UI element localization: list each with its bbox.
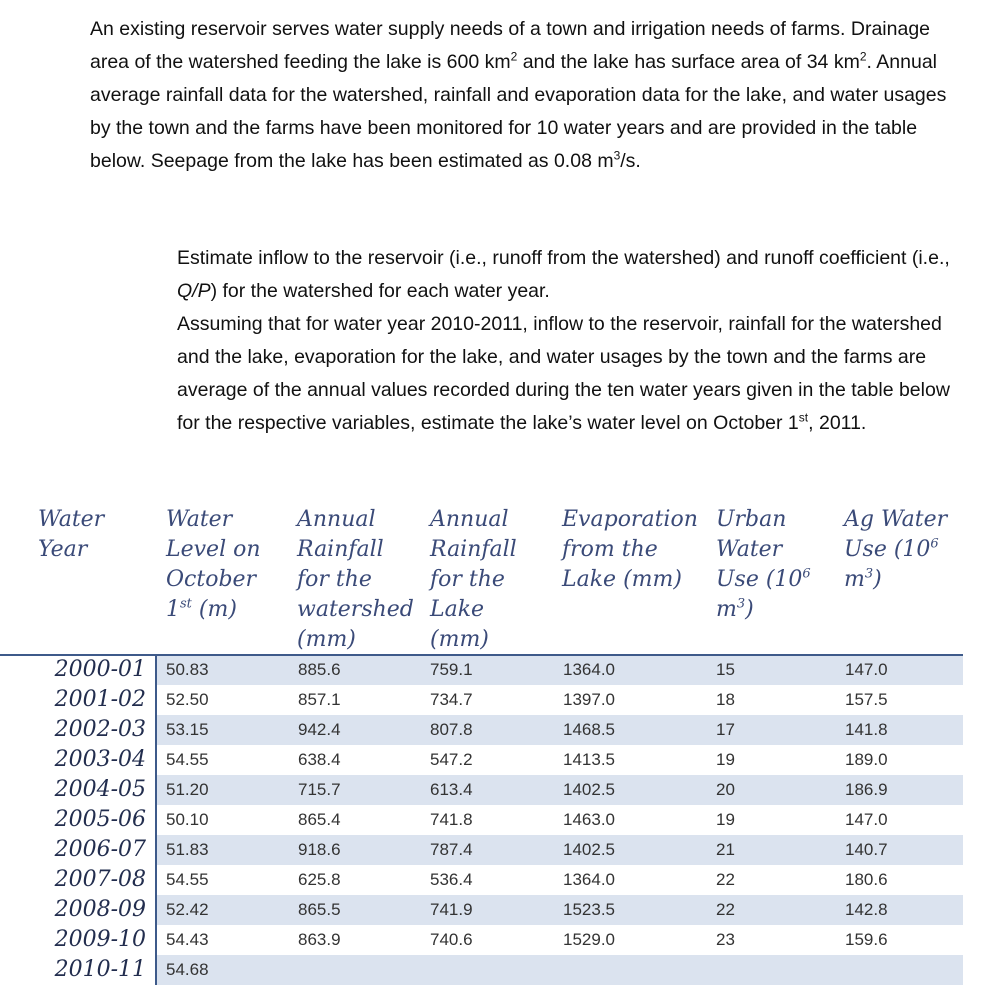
cell-rain-lake: 734.7	[430, 690, 473, 709]
header-line: Rainfall	[430, 537, 517, 562]
cell-water-year: 2008-09	[54, 897, 146, 922]
problem-intro	[90, 13, 960, 178]
cell-rain-lake: 740.6	[430, 930, 473, 949]
header-ag-use	[844, 505, 947, 595]
header-line: $m^3$)	[716, 596, 754, 622]
cell-ag: 189.0	[845, 750, 888, 769]
cell-level: 54.43	[166, 930, 209, 949]
cell-rain-lake: 807.8	[430, 720, 473, 739]
task-2-text: Assuming that for water year 2010-2011, inflow to the reservoir, rainfall for the watershed and the lake, evaporation for the lake, and water usages by the town and the farms are average of the annual values recorded during the ten water years given in the table below for the respective variables, estimate the lake’s water level on October 1	[177, 313, 950, 434]
table-row	[0, 925, 1000, 955]
intro-text-4: /s.	[620, 150, 641, 172]
cell-water-year: 2007-08	[54, 867, 146, 892]
row-background	[155, 805, 963, 835]
header-line: Water	[716, 537, 783, 562]
superscript: 2	[859, 49, 867, 64]
row-background	[155, 925, 963, 955]
row-background	[155, 835, 963, 865]
cell-urban: 20	[716, 780, 735, 799]
cell-level: 54.68	[166, 960, 209, 979]
cell-rain-ws: 865.4	[298, 810, 341, 829]
cell-evap: 1413.5	[563, 750, 615, 769]
table-row	[0, 655, 1000, 685]
header-rainfall-watershed	[297, 505, 414, 655]
cell-evap: 1364.0	[563, 870, 615, 889]
cell-rain-lake: 741.8	[430, 810, 473, 829]
header-line: Year	[38, 537, 88, 562]
row-background	[155, 865, 963, 895]
header-line: Water	[166, 507, 233, 532]
row-background	[155, 775, 963, 805]
header-rule	[0, 654, 963, 656]
cell-evap: 1402.5	[563, 840, 615, 859]
task-1-text: Estimate inflow to the reservoir (i.e., runoff from the watershed) and runoff coefficient (i.e.,	[177, 247, 950, 269]
cell-rain-lake: 787.4	[430, 840, 473, 859]
cell-rain-lake: 547.2	[430, 750, 473, 769]
cell-level: 50.83	[166, 660, 209, 679]
header-line: Water	[38, 507, 105, 532]
cell-rain-lake: 613.4	[430, 780, 473, 799]
header-line: Annual	[430, 507, 509, 532]
cell-urban: 23	[716, 930, 735, 949]
year-column-rule	[155, 655, 157, 985]
table-row	[0, 835, 1000, 865]
cell-level: 52.50	[166, 690, 209, 709]
row-background	[155, 685, 963, 715]
cell-urban: 19	[716, 810, 735, 829]
header-line: $m^3$)	[844, 566, 882, 592]
cell-water-year: 2006-07	[54, 837, 146, 862]
header-line: Rainfall	[297, 537, 384, 562]
cell-water-year: 2000-01	[54, 657, 146, 682]
header-line: Ag Water	[844, 507, 948, 532]
cell-rain-lake: 536.4	[430, 870, 473, 889]
superscript: st	[798, 410, 809, 425]
table-row	[0, 955, 1000, 985]
data-table	[0, 505, 1000, 1004]
cell-ag: 159.6	[845, 930, 888, 949]
intro-text-3: . Annual average rainfall data for the watershed, rainfall and evaporation data for the lake, and water usages by the town and the farms have been monitored for 10 water years and are provided in the table below. Seepage from the lake has been estimated as 0.08 m	[90, 51, 947, 172]
header-line: Use ($10^6$	[844, 536, 939, 562]
intro-text-1: An existing reservoir serves water supply needs of a town and irrigation needs of farms. Drainage area of the watershed feeding the lake is 600 km	[90, 18, 931, 73]
table-row	[0, 895, 1000, 925]
cell-water-year: 2001-02	[54, 687, 146, 712]
cell-rain-ws: 942.4	[298, 720, 341, 739]
cell-evap: 1463.0	[563, 810, 615, 829]
cell-ag: 147.0	[845, 810, 888, 829]
cell-evap: 1397.0	[563, 690, 615, 709]
cell-water-year: 2002-03	[54, 717, 146, 742]
cell-evap: 1523.5	[563, 900, 615, 919]
cell-level: 50.10	[166, 810, 209, 829]
intro-text-2: and the lake has surface area of 34 km	[517, 51, 860, 73]
cell-urban: 22	[716, 870, 735, 889]
row-background	[155, 655, 963, 685]
header-evaporation	[562, 505, 698, 595]
header-line: Evaporation	[562, 507, 698, 532]
cell-ag: 157.5	[845, 690, 888, 709]
cell-rain-ws: 857.1	[298, 690, 341, 709]
row-background	[155, 895, 963, 925]
cell-rain-ws: 863.9	[298, 930, 341, 949]
task-2-text-end: , 2011.	[808, 412, 867, 434]
cell-rain-lake: 759.1	[430, 660, 473, 679]
cell-water-year: 2003-04	[54, 747, 146, 772]
cell-rain-ws: 918.6	[298, 840, 341, 859]
header-line: Level on	[166, 537, 261, 562]
cell-ag: 186.9	[845, 780, 888, 799]
superscript: 3	[613, 148, 621, 163]
cell-rain-ws: 865.5	[298, 900, 341, 919]
header-line: for the	[430, 567, 505, 592]
cell-level: 51.20	[166, 780, 209, 799]
cell-water-year: 2005-06	[54, 807, 146, 832]
cell-ag: 140.7	[845, 840, 888, 859]
row-background	[155, 715, 963, 745]
cell-urban: 18	[716, 690, 735, 709]
header-line: 1st (m)	[166, 596, 237, 622]
cell-level: 53.15	[166, 720, 209, 739]
task-2	[177, 308, 967, 440]
header-urban-use	[716, 505, 811, 625]
cell-rain-ws: 885.6	[298, 660, 341, 679]
cell-ag: 180.6	[845, 870, 888, 889]
row-background	[155, 745, 963, 775]
cell-urban: 15	[716, 660, 735, 679]
cell-evap: 1364.0	[563, 660, 615, 679]
task-list	[177, 242, 967, 440]
header-line: (mm)	[430, 627, 489, 652]
header-line: Lake (mm)	[562, 567, 682, 592]
task-1	[177, 242, 967, 308]
header-rainfall-lake	[430, 505, 517, 655]
superscript: 2	[510, 49, 518, 64]
cell-evap: 1468.5	[563, 720, 615, 739]
cell-evap: 1529.0	[563, 930, 615, 949]
header-water-level	[166, 505, 261, 625]
cell-water-year: 2010-11	[54, 957, 146, 982]
cell-level: 54.55	[166, 750, 209, 769]
table-row	[0, 745, 1000, 775]
cell-rain-ws: 625.8	[298, 870, 341, 889]
cell-level: 51.83	[166, 840, 209, 859]
header-line: for the	[297, 567, 372, 592]
cell-level: 54.55	[166, 870, 209, 889]
row-background	[155, 955, 963, 985]
cell-level: 52.42	[166, 900, 209, 919]
cell-water-year: 2004-05	[54, 777, 146, 802]
header-line: Annual	[297, 507, 376, 532]
header-line: (mm)	[297, 627, 356, 652]
table-row	[0, 805, 1000, 835]
header-line: from the	[562, 537, 658, 562]
q-over-p: Q/P	[177, 280, 211, 302]
task-1-text-end: ) for the watershed for each water year.	[210, 280, 550, 302]
cell-urban: 17	[716, 720, 735, 739]
cell-rain-lake: 741.9	[430, 900, 473, 919]
cell-urban: 19	[716, 750, 735, 769]
table-row	[0, 715, 1000, 745]
cell-evap: 1402.5	[563, 780, 615, 799]
cell-ag: 141.8	[845, 720, 888, 739]
header-line: Use ($10^6$	[716, 566, 811, 592]
table-row	[0, 685, 1000, 715]
cell-rain-ws: 715.7	[298, 780, 341, 799]
header-line: watershed	[297, 597, 414, 622]
table-row	[0, 775, 1000, 805]
cell-ag: 142.8	[845, 900, 888, 919]
table-row	[0, 865, 1000, 895]
cell-urban: 21	[716, 840, 735, 859]
cell-urban: 22	[716, 900, 735, 919]
cell-rain-ws: 638.4	[298, 750, 341, 769]
header-line: Urban	[716, 507, 787, 532]
cell-water-year: 2009-10	[54, 927, 146, 952]
header-water-year	[38, 505, 104, 565]
cell-ag: 147.0	[845, 660, 888, 679]
header-line: October	[166, 567, 257, 592]
header-line: Lake	[430, 597, 485, 622]
